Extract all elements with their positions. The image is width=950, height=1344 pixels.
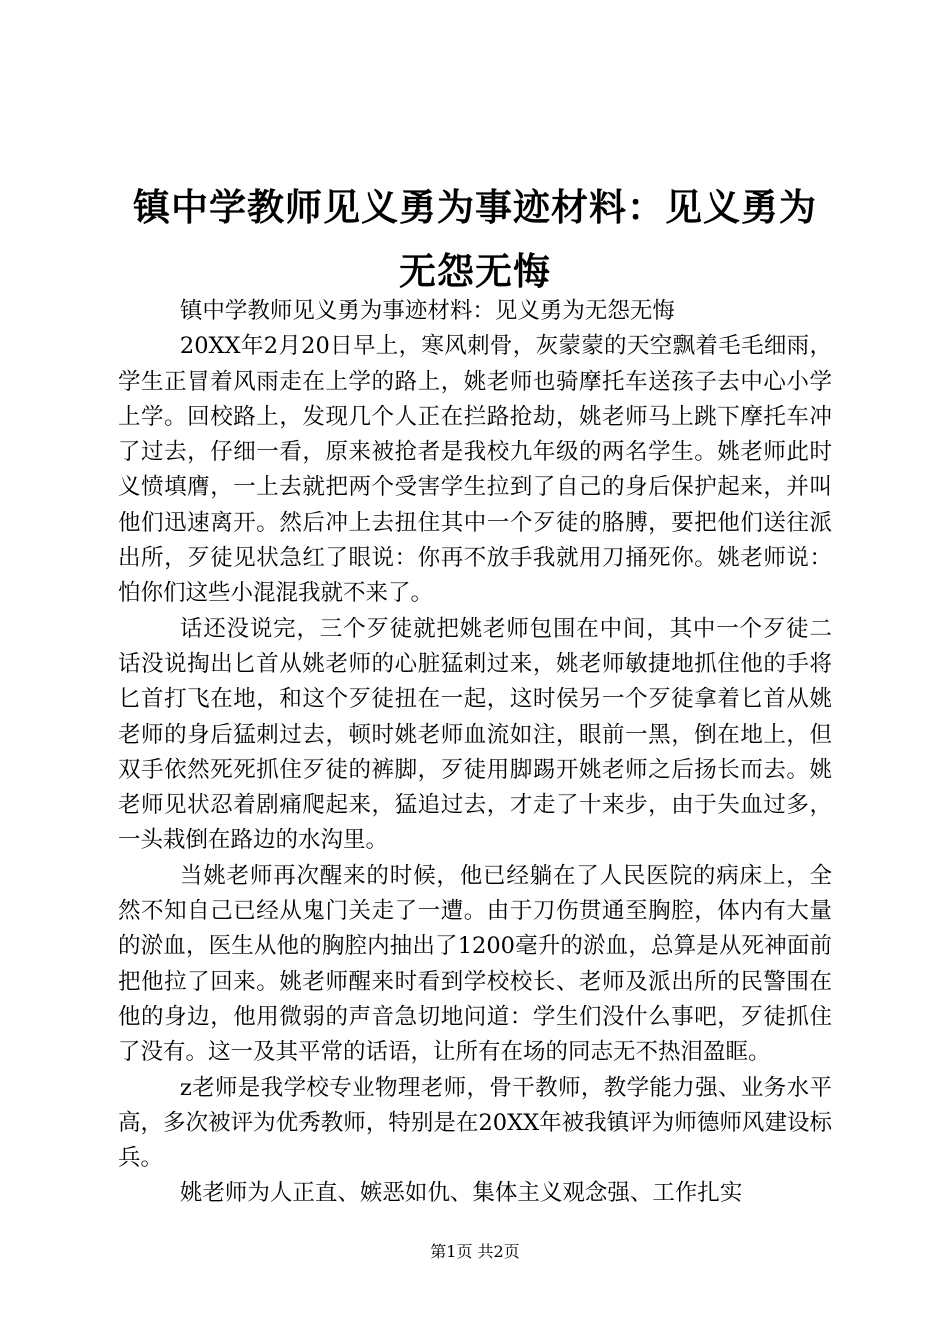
paragraph-subtitle: 镇中学教师见义勇为事迹材料：见义勇为无怨无悔 [179, 298, 675, 324]
paragraph: 姚老师为人正直、嫉恶如仇、集体主义观念强、工作扎实 [179, 1180, 743, 1207]
paragraph: 话还没说完，三个歹徒就把姚老师包围在中间，其中一个歹徒二话没说掏出匕首从姚老师的心脏猛刺过来，姚老师敏捷地抓住他的手将匕首打飞在地，和这个歹徒扭在一起，这时侯另一个歹徒拿着匕首从姚老师的身后猛刺过去，顿时姚老师血流如注，眼前一黑，倒在地上，但双手依然死死抓住歹徒的裤脚，歹徒用脚踢开姚老师之后扬长而去。姚老师见状忍着剧痛爬起来，猛追过去，才走了十来步，由于失血过多，一头栽倒在路边的水沟里。 [118, 615, 832, 854]
paragraph: 当姚老师再次醒来的时候，他已经躺在了人民医院的病床上，全然不知自己已经从鬼门关走了一遭。由于刀伤贯通至胸腔，体内有大量的淤血，医生从他的胸腔内抽出了1200毫升的淤血，总算是从死神面前把他拉了回来。姚老师醒来时看到学校校长、老师及派出所的民警围在他的身边，他用微弱的声音急切地问道：学生们没什么事吧，歹徒抓住了没有。这一及其平常的话语，让所有在场的同志无不热泪盈眶。 [118, 862, 832, 1066]
paragraph: 20XX年2月20日早上，寒风刺骨，灰蒙蒙的天空飘着毛毛细雨，学生正冒着风雨走在上学的路上，姚老师也骑摩托车送孩子去中心小学上学。回校路上，发现几个人正在拦路抢劫，姚老师马上跳下摩托车冲了过去，仔细一看，原来被抢者是我校九年级的两名学生。姚老师此时义愤填膺，一上去就把两个受害学生拉到了自己的身后保护起来，并叫他们迅速离开。然后冲上去扭住其中一个歹徒的胳膊，要把他们送往派出所，歹徒见状急红了眼说：你再不放手我就用刀捅死你。姚老师说：怕你们这些小混混我就不来了。 [118, 333, 832, 607]
paragraph: z老师是我学校专业物理老师，骨干教师，教学能力强、业务水平高，多次被评为优秀教师，特别是在20XX年被我镇评为师德师风建设标兵。 [118, 1074, 832, 1172]
page-number-footer: 第1页 共2页 [430, 1242, 520, 1261]
document-title: 镇中学教师见义勇为事迹材料：见义勇为无怨无悔 [133, 186, 817, 293]
document-body [118, 294, 832, 1212]
